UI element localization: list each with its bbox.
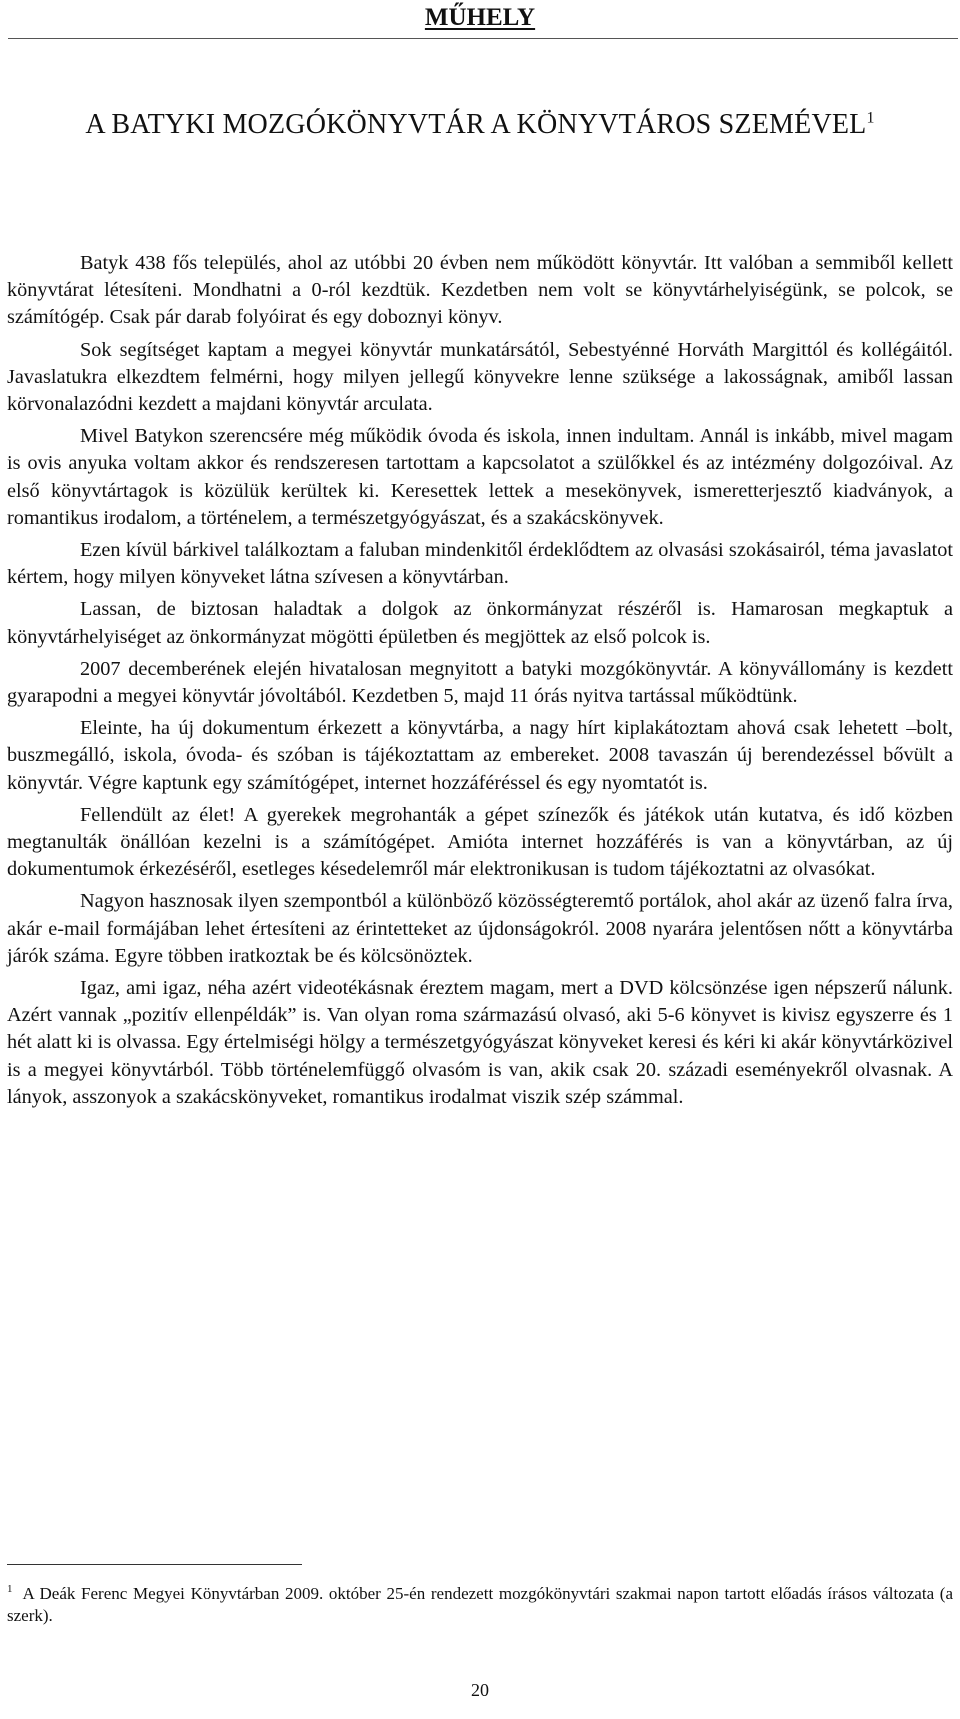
paragraph: Igaz, ami igaz, néha azért videotékásnak éreztem magam, mert a DVD kölcsönzése igen népszerű nálunk. Azért vannak „pozitív ellenpéldák” is. Van olyan roma származású olvasó, aki 5-6 könyvet is kivisz egyszerre és 1 hét alatt ki is olvassa. Egy értelmiségi hölgy a természetgyógyászat könyveket keresi és kéri ki akár könyvtárközivel is a megyei könyvtárból. Több történelemfüggő olvasóm is van, akik csak 20. századi eseményekről olvasnak. A lányok, asszonyok a szakácskönyveket, romantikus irodalmat viszik szép számmal. xyxy=(7,977,953,1108)
article-body xyxy=(7,250,953,1116)
article-title xyxy=(60,106,900,144)
paragraph: Fellendült az élet! A gyerekek megrohanták a gépet színezők és játékok után kutatva, és idő közben megtanulták önállóan kezelni is a számítógépet. Amióta internet hozzáférés is van a könyvtárban, az új dokumentumok érkezéséről, esetleges késedelemről már elektronikusan is tudom tájékoztatni az olvasókat. xyxy=(7,803,953,881)
paragraph: Batyk 438 fős település, ahol az utóbbi 20 évben nem működött könyvtár. Itt valóban a semmiből kellett könyvtárat létesíteni. Mondhatni a 0-ról kezdtük. Kezdetben nem volt se könyvtárhelyiségünk, se polcok, se számítógép. Csak pár darab folyóirat és egy doboznyi könyv. xyxy=(7,252,953,329)
article-title-text: A BATYKI MOZGÓKÖNYVTÁR A KÖNYVTÁROS SZEMÉVEL xyxy=(85,109,867,140)
paragraph: Lassan, de biztosan haladtak a dolgok az önkormányzat részéről is. Hamarosan megkaptuk a könyvtárhelyiséget az önkormányzat mögötti épületben és megjöttek az első polcok is. xyxy=(7,598,953,648)
footnote-divider xyxy=(7,1564,302,1565)
paragraph: Sok segítséget kaptam a megyei könyvtár munkatársától, Sebestyénné Horváth Margittól és kollégáitól. Javaslatukra elkezdtem felmérni, hogy milyen jellegű könyvekre lenne szüksége a lakosságnak, amiből lassan körvonalazódni kezdett a majdani könyvtár arculata. xyxy=(7,338,953,416)
section-header xyxy=(0,0,960,44)
paragraph: Ezen kívül bárkivel találkoztam a faluban mindenkitől érdeklődtem az olvasási szokásairól, téma javaslatot kértem, hogy milyen könyveket látna szívesen a könyvtárban. xyxy=(7,539,953,589)
footnote-text: A Deák Ferenc Megyei Könyvtárban 2009. október 25-én rendezett mozgókönyvtári szakmai napon tartott előadás írásos változata (a szerk). xyxy=(7,1584,953,1625)
footnote xyxy=(7,1583,953,1627)
page-number: 20 xyxy=(471,1680,489,1700)
paragraph: Eleinte, ha új dokumentum érkezett a könyvtárba, a nagy hírt kiplakátoztam ahová csak lehetett –bolt, buszmegálló, iskola, óvoda- és szóban is tájékoztattam az embereket. 2008 tavaszán új berendezéssel bővült a könyvtár. Végre kaptunk egy számítógépet, internet hozzáféréssel és egy nyomtatót is. xyxy=(7,717,953,794)
paragraph: 2007 decemberének elején hivatalosan megnyitott a batyki mozgókönyvtár. A könyvállomány is kezdett gyarapodni a megyei könyvtár jóvoltából. Kezdetben 5, majd 11 órás nyitva tartással működtünk. xyxy=(7,657,953,708)
footnote-mark: 1 xyxy=(7,1583,13,1596)
header-divider xyxy=(8,38,958,39)
section-title: MŰHELY xyxy=(424,4,536,31)
paragraph: Nagyon hasznosak ilyen szempontból a különböző közösségteremtő portálok, ahol akár az üzenő falra írva, akár e-mail formájában lehet értesíteni az érintetteket az újdonságokról. 2008 nyarára jelentősen nőtt a könyvtárba járók száma. Egyre többen iratkoztak be és kölcsönöztek. xyxy=(7,890,953,967)
title-footnote-mark: 1 xyxy=(866,109,875,127)
paragraph: Mivel Batykon szerencsére még működik óvoda és iskola, innen indultam. Annál is inkább, mivel magam is ovis anyuka voltam akkor és rendszeresen tartottam a kapcsolatot a szülőkkel és az intézmény dolgozóival. Az első könyvtártagok is közülük kerültek ki. Keresettek lettek a mesekönyvek, ismeretterjesztő kiadványok, a romantikus irodalom, a történelem, a természetgyógyászat, és a szakácskönyvek. xyxy=(7,425,953,529)
